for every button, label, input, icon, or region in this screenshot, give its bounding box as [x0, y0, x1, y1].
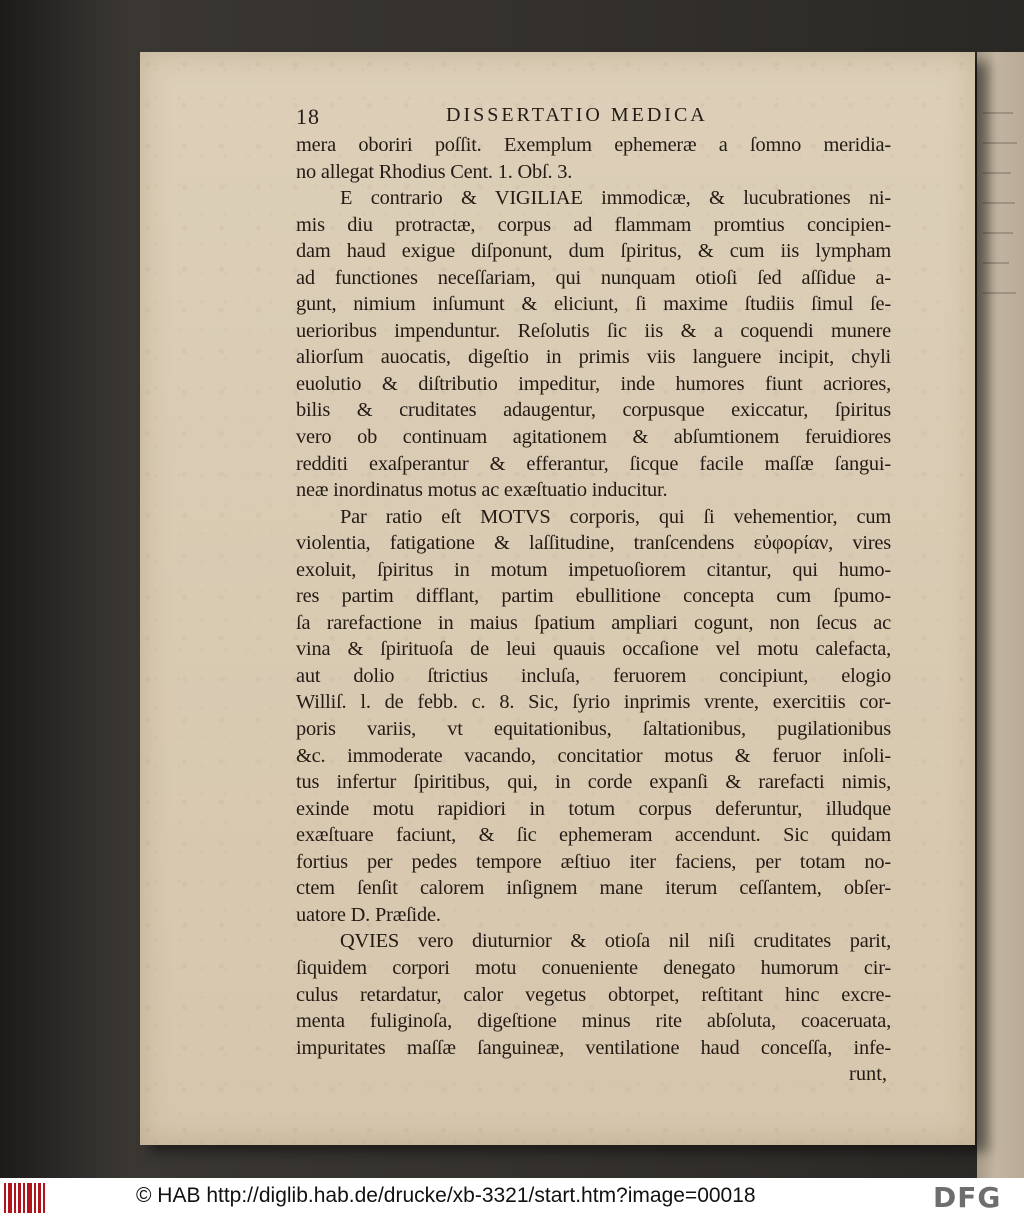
- text-line: exoluit, ſpiritus in motum impetuoſiorem citantur, qui humo-: [296, 558, 891, 581]
- text-line: mis diu protractæ, corpus ad flammam promtius concipien-: [296, 213, 891, 236]
- text-line: exinde motu rapidiori in totum corpus deferuntur, illudque: [296, 797, 891, 820]
- text-line: impuritates maſſæ ſanguineæ, ventilatione haud conceſſa, infe-: [296, 1036, 891, 1059]
- text-line: uatore D. Præſide.: [296, 903, 441, 926]
- footer-bar: [0, 1178, 1024, 1218]
- page-text-block: [296, 100, 891, 1088]
- page-number: 18: [296, 104, 320, 129]
- text-line: vina & ſpirituoſa de leui quauis occaſione vel motu calefacta,: [296, 638, 891, 661]
- text-line: QVIES vero diuturnior & otioſa nil niſi cruditates parit,: [340, 930, 891, 953]
- text-line: exæſtuare faciunt, & ſic ephemeram accendunt. Sic quidam: [296, 824, 891, 847]
- text-line: culus retardatur, calor vegetus obtorpet, reſtitant hinc excre-: [296, 983, 891, 1006]
- text-line: uerioribus impenduntur. Reſolutis ſic iis & a coquendi munere: [296, 319, 891, 342]
- text-line: aliorſum auocatis, digeſtio in primis viis languere incipit, chyli: [296, 346, 891, 369]
- text-line: ctem ſenſit calorem inſignem mane iterum ceſſantem, obſer-: [296, 877, 891, 900]
- text-line: menta fuliginoſa, digeſtione minus rite abſoluta, coaceruata,: [296, 1010, 891, 1033]
- text-line: &c. immoderate vacando, concitatior motus & feruor inſoli-: [296, 744, 891, 767]
- dfg-logo: DFG: [933, 1181, 1002, 1214]
- text-line: ſa rarefactione in maius ſpatium ampliari cogunt, non ſecus ac: [296, 611, 891, 634]
- catchword: runt,: [849, 1063, 887, 1086]
- running-title: DISSERTATIO MEDICA: [446, 104, 708, 126]
- text-line: dam haud exigue diſponunt, dum ſpiritus, & cum iis lympham: [296, 240, 891, 263]
- text-line: E contrario & VIGILIAE immodicæ, & lucubrationes ni-: [340, 187, 891, 210]
- text-line: gunt, nimium inſumunt & eliciunt, ſi maxime ſtudiis ſimul ſe-: [296, 293, 891, 316]
- copyright-url[interactable]: © HAB http://diglib.hab.de/drucke/xb-3321/start.htm?image=00018: [136, 1184, 756, 1207]
- running-head: [296, 100, 891, 132]
- text-line: poris variis, vt equitationibus, ſaltationibus, pugilationibus: [296, 718, 891, 741]
- text-line: redditi exaſperantur & efferantur, ſicque facile maſſæ ſangui-: [296, 452, 891, 475]
- text-line: bilis & cruditates adaugentur, corpusque exiccatur, ſpiritus: [296, 399, 891, 422]
- text-line: ſiquidem corpori motu conueniente denegato humorum cir-: [296, 956, 891, 979]
- text-line: violentia, fatigatione & laſſitudine, tranſcendens εὐφορίαν, vires: [296, 532, 891, 555]
- text-line: ad functiones neceſſariam, qui nunquam otioſi ſed aſſidue a-: [296, 266, 891, 289]
- text-line: neæ inordinatus motus ac exæſtuatio inducitur.: [296, 479, 668, 502]
- text-line: Williſ. l. de febb. c. 8. Sic, ſyrio inprimis vrente, exercitiis cor-: [296, 691, 891, 714]
- hab-barcode-logo-icon: [4, 1183, 46, 1213]
- text-line: aut dolio ſtrictius incluſa, feruorem concipiunt, elogio: [296, 664, 891, 687]
- text-line: res partim difflant, partim ebullitione concepta cum ſpumo-: [296, 585, 891, 608]
- text-line: mera oboriri poſſit. Exemplum ephemeræ a ſomno meridia-: [296, 134, 891, 156]
- text-line: tus infertur ſpiritibus, qui, in corde expanſi & rarefacti nimis,: [296, 771, 891, 794]
- text-line: vero ob continuam agitationem & abſumtionem feruidiores: [296, 426, 891, 449]
- text-line: no allegat Rhodius Cent. 1. Obſ. 3.: [296, 160, 573, 183]
- text-line: euolutio & diſtributio impeditur, inde humores fiunt acriores,: [296, 372, 891, 395]
- text-line: fortius per pedes tempore æſtiuo iter faciens, per totam no-: [296, 850, 891, 873]
- text-line: Par ratio eſt MOTVS corporis, qui ſi vehementior, cum: [340, 505, 891, 528]
